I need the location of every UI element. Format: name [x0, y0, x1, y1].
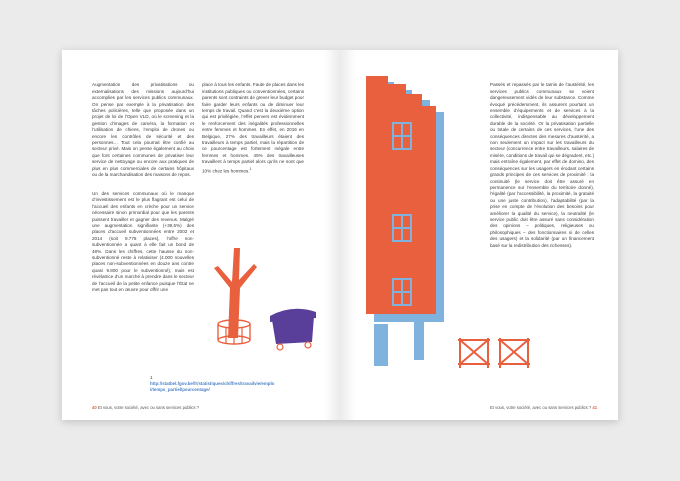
- book-spread: [62, 50, 618, 420]
- page-number-left: 40: [92, 405, 97, 410]
- footnote-number: 1: [150, 375, 153, 380]
- footnote-marker: 1: [249, 166, 252, 171]
- window-icon: [392, 122, 412, 150]
- gutter-shadow: [340, 50, 356, 420]
- paragraph-privatisation: Augmentation des privatisations ou externalisations des missions aujourd’hui accomplies par les services publics communaux. On pense par exemple à la privatisation des tâches policières, telle que proposée dans un projet de loi de l’Open VLD, où le screening et la gestion d’images de caméra, la formation et l’utilisation de chiens, l’emploi de drones ou encore les contrôles de sécurité et des personnes… Tout cela pourrait être confié au secteur privé. Mais on pense également au choix que font certaines communes de privatiser leur service de nettoyage ou encore aux pratiques de plus en plus commerciales de certains hôpitaux ou de la marchandisation des maisons de repos.: [92, 82, 194, 178]
- paragraph-austerity: Passés et repassés par le tamis de l’austérité, les services publics communaux se voient dangereusement vidés de leur substance. Comme évoqué précédemment, ils assurent pourtant un ensemble d’équipements et de services à la collectivité, indispensable au développement durable de la société. Or la privatisation partielle ou totale de certains de ces services, l’une des conséquences directes des mesures d’austérité, a non seulement un impact sur les travailleurs du secteur (concurrence entre travailleurs, salaires de misère, conditions de travail qui se dégradent, etc.) mais entraîne également, par effet de domino, des conséquences sur les usagers en érodant certains grands principes de ces services de proximité : la continuité (le service doit être assuré en permanence sur l’ensemble du territoire donné), l’égalité (par l’accessibilité, la proximité, la gratuité ou une juste contribution), l’adaptabilité (par la prise en compte de l’évolution des besoins pour améliorer la qualité du service), la neutralité (le service public doit être assuré sans considération des opinions – politiques, religieuses ou philosophiques – des fonctionnaires ni de celles des usagers) et la solidarité (par un financement basé sur la redistribution des richesses).: [490, 82, 594, 248]
- right-footer: [490, 405, 597, 410]
- right-column: [490, 76, 594, 249]
- left-footer: [92, 405, 199, 410]
- left-column-1: [92, 76, 194, 306]
- fence-illustration: [456, 334, 536, 374]
- footnote-link[interactable]: http://statbel.fgov.be/fr/statistiques/chiffres/travailvie/emploi/temps_partiel/pourcentage/: [150, 381, 275, 392]
- bin-icon: [272, 316, 314, 344]
- footer-title-right: Et vous, votre société, avec ou sans services publics ?: [490, 405, 592, 410]
- paragraph-creche: Un des services communaux où le manque d’investissement est le plus flagrant est celui de l’accueil des enfants en crèche pour un service nécessaire sinon primordial pour que les parents puissent travailler et gagner des revenus. Malgré une augmentation signifiante (+39,5%) des places d’accueil subventionnées entre 2002 et 2014 (soit 9.778 places), l’offre non-subventionnée a quant à elle fait un bond de 48%. Dans les chiffres, cette hausse du non-subventionné reste à relativiser (4.000 nouvelles places non-subventionnées en douze ans contre quasi 9.800 pour le subventionné), mais est révélatrice d’un marché à prendre dans le secteur de l’accueil de la petite enfance puisque l’État ne met pas tout en œuvre pour offrir une: [92, 190, 194, 292]
- left-column-2: [202, 76, 304, 175]
- footer-title-left: Et vous, votre société, avec ou sans services publics ?: [97, 405, 200, 410]
- fence-icon: [458, 338, 530, 368]
- tree-and-bin-illustration: [194, 218, 324, 358]
- right-page: [340, 50, 618, 420]
- page-number-right: 41: [592, 405, 598, 410]
- door-icon: [374, 324, 388, 366]
- gutter-shadow: [324, 50, 340, 420]
- left-page: [62, 50, 340, 420]
- paragraph-inequalities: place à tous les enfants. Faute de places dans les institutions publiques ou conventionnées, certains parents sont contraints de grever leur budget pour faire garder leurs enfants ou de diminuer leur temps de travail. Quand c’est la deuxième option qui est privilégiée, l’effet pervers est évidemment le renforcement des inégalités professionnelles entre femmes et hommes. En effet, en 2016 en Belgique, 27% des travailleurs étaient des travailleurs à temps partiel, mais la répartition de ce pourcentage est fortement inégale entre femmes et hommes. 45% des travailleuses travaillent à temps partiel alors qu’ils ne sont que 10% chez les hommes.: [202, 82, 304, 174]
- house-illustration: [360, 74, 480, 374]
